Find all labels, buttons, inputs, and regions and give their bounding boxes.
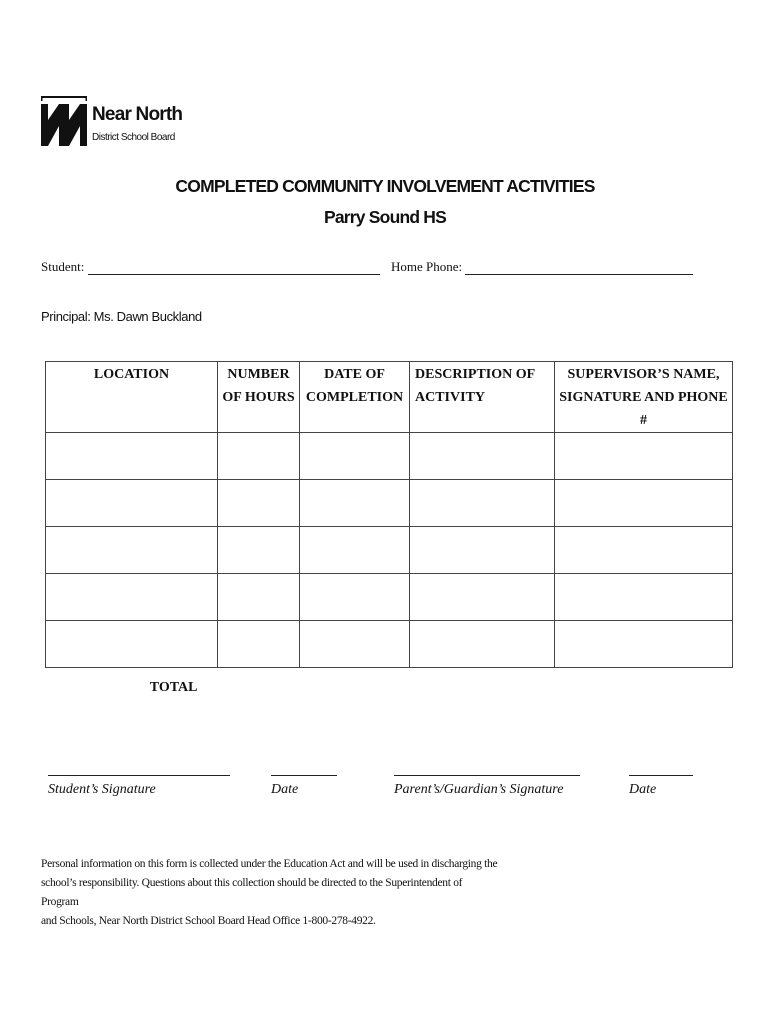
logo-subtitle: District School Board — [92, 132, 175, 143]
hours-cell[interactable] — [218, 621, 300, 668]
header-location: LOCATION — [46, 362, 218, 433]
student-name-line[interactable] — [88, 262, 380, 275]
principal-name: Principal: Ms. Dawn Buckland — [41, 309, 202, 324]
home-phone-field — [391, 259, 693, 275]
location-cell[interactable] — [46, 527, 218, 574]
hours-cell[interactable] — [218, 574, 300, 621]
supervisor-cell[interactable] — [555, 527, 733, 574]
form-title: COMPLETED COMMUNITY INVOLVEMENT ACTIVITIES — [175, 176, 595, 196]
description-cell[interactable] — [410, 574, 555, 621]
description-cell[interactable] — [410, 527, 555, 574]
table-row — [46, 621, 733, 668]
total-hours-cell[interactable] — [218, 668, 300, 727]
hours-cell[interactable] — [218, 480, 300, 527]
date-cell[interactable] — [300, 433, 410, 480]
near-north-logo-icon — [40, 96, 90, 150]
header-supervisor: SUPERVISOR’S NAME, SIGNATURE AND PHONE # — [555, 362, 733, 433]
school-board-logo — [40, 96, 183, 150]
header-description: DESCRIPTION OF ACTIVITY — [410, 362, 555, 433]
location-cell[interactable] — [46, 621, 218, 668]
privacy-line: and Schools, Near North District School Board Head Office 1-800-278-4922. — [41, 915, 376, 927]
description-cell[interactable] — [410, 480, 555, 527]
privacy-notice — [41, 855, 501, 931]
date-cell[interactable] — [300, 527, 410, 574]
student-signature-label: Student’s Signature — [48, 782, 156, 797]
header-date: DATE OF COMPLETION — [300, 362, 410, 433]
logo-name: Near North — [92, 104, 183, 125]
description-cell[interactable] — [410, 621, 555, 668]
table-row — [46, 433, 733, 480]
parent-signature-field[interactable] — [394, 765, 580, 798]
location-cell[interactable] — [46, 433, 218, 480]
hours-cell[interactable] — [218, 433, 300, 480]
hours-cell[interactable] — [218, 527, 300, 574]
school-name: Parry Sound HS — [323, 207, 447, 227]
home-phone-label: Home Phone: — [391, 259, 463, 274]
student-field — [41, 259, 380, 275]
date-label-2: Date — [629, 782, 657, 797]
date-cell[interactable] — [300, 480, 410, 527]
date-field-2[interactable] — [629, 765, 693, 798]
total-label: TOTAL — [149, 680, 198, 695]
date-cell[interactable] — [300, 574, 410, 621]
date-field-1[interactable] — [271, 765, 337, 798]
date-label-1: Date — [271, 782, 299, 797]
table-row — [46, 574, 733, 621]
activities-table — [45, 361, 733, 726]
supervisor-cell[interactable] — [555, 621, 733, 668]
student-label: Student: — [41, 259, 85, 274]
header-hours: NUMBER OF HOURS — [218, 362, 300, 433]
description-cell[interactable] — [410, 433, 555, 480]
date-cell[interactable] — [300, 621, 410, 668]
supervisor-cell[interactable] — [555, 433, 733, 480]
table-header-row — [46, 362, 733, 433]
supervisor-cell[interactable] — [555, 574, 733, 621]
privacy-line: school’s responsibility. Questions about this collection should be directed to the Superintendent of Program — [41, 877, 463, 908]
table-row — [46, 480, 733, 527]
parent-signature-label: Parent’s/Guardian’s Signature — [394, 782, 564, 797]
location-cell[interactable] — [46, 574, 218, 621]
supervisor-cell[interactable] — [555, 480, 733, 527]
table-row — [46, 527, 733, 574]
student-signature-field[interactable] — [48, 765, 230, 798]
total-row — [46, 668, 733, 727]
location-cell[interactable] — [46, 480, 218, 527]
home-phone-line[interactable] — [465, 262, 693, 275]
privacy-line: Personal information on this form is collected under the Education Act and will be used in discharging the — [41, 858, 498, 870]
